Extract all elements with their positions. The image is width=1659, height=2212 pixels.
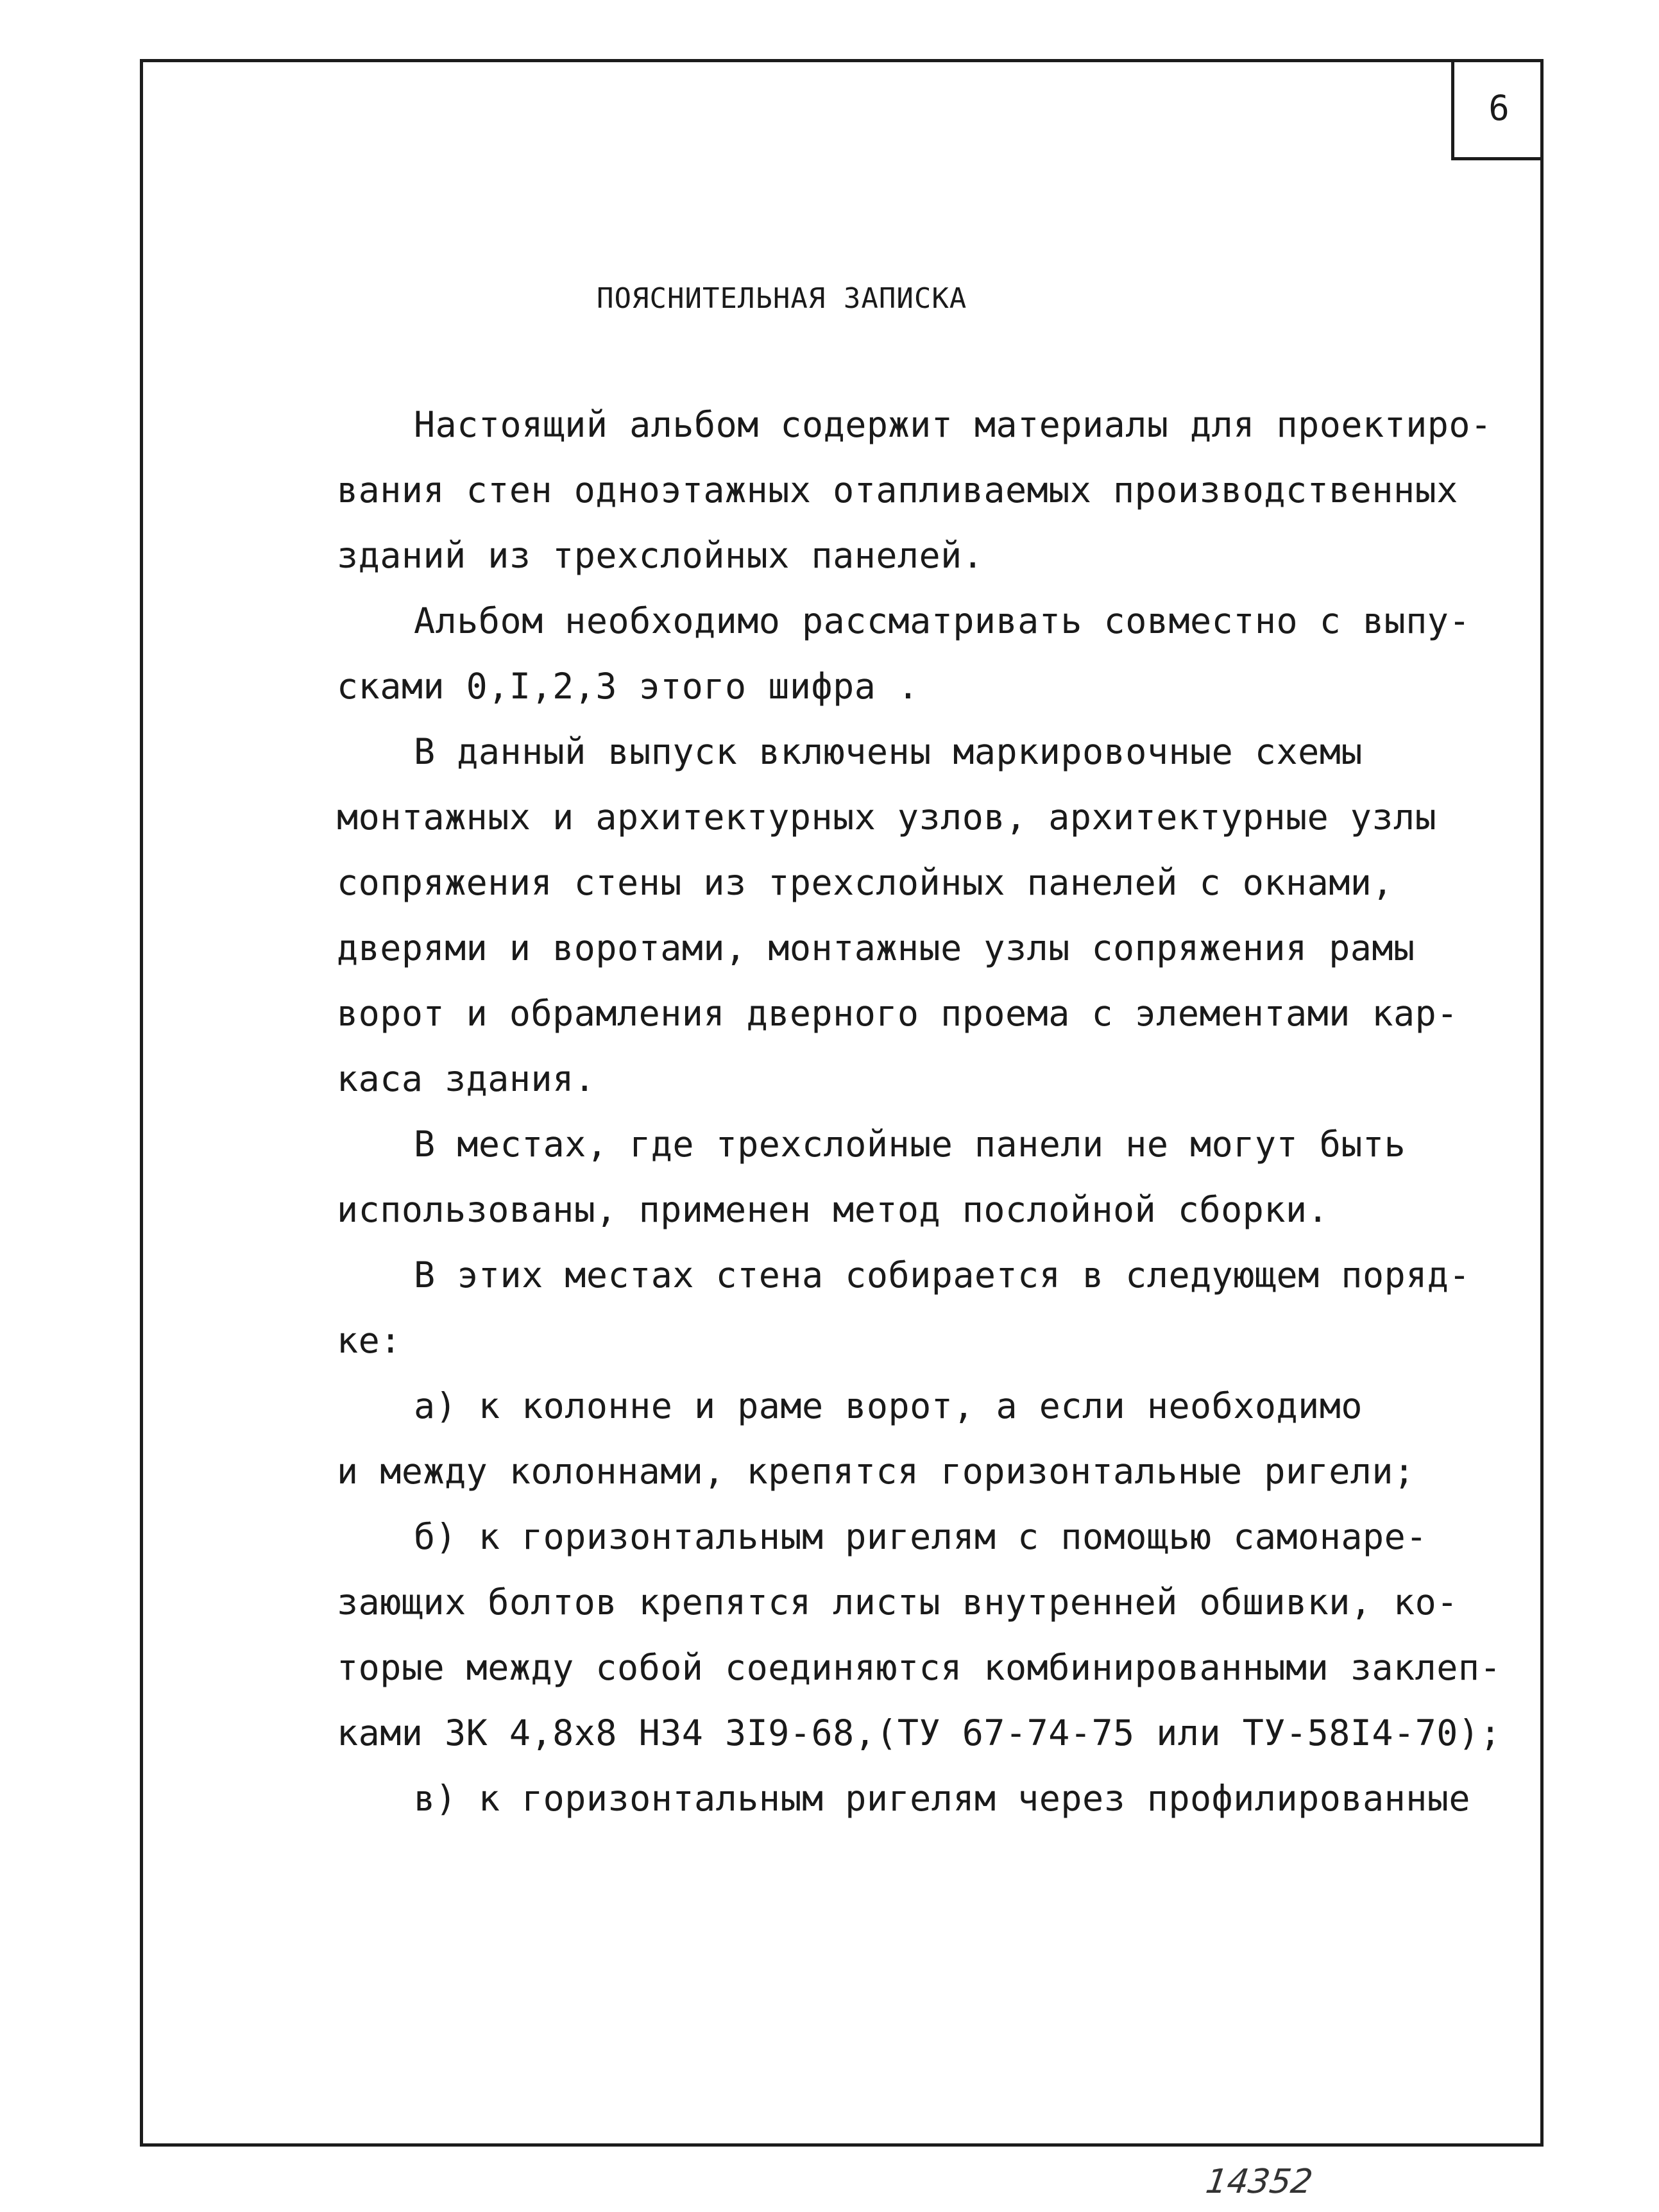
text-line: а) к колонне и раме ворот, а если необходимо <box>414 1385 1363 1426</box>
text-line: дверями и воротами, монтажные узлы сопряжения рамы <box>337 927 1415 968</box>
text-line: зающих болтов крепятся листы внутренней обшивки, ко- <box>337 1582 1458 1623</box>
text-line: и между колоннами, крепятся горизонтальные ригели; <box>337 1451 1415 1492</box>
text-line: сопряжения стены из трехслойных панелей с окнами, <box>337 862 1394 903</box>
text-line: использованы, применен метод послойной сборки. <box>337 1189 1329 1230</box>
text-line: ками ЗК 4,8х8 Н34 3I9-68,(ТУ 67-74-75 или ТУ-58I4-70); <box>337 1712 1502 1753</box>
text-line: В этих местах стена собирается в следующем поряд- <box>414 1254 1471 1296</box>
text-line: ке: <box>337 1320 402 1361</box>
text-line: монтажных и архитектурных узлов, архитектурные узлы <box>337 797 1437 838</box>
text-line: торые между собой соединяются комбинированными заклеп- <box>337 1647 1502 1688</box>
text-line: Настоящий альбом содержит материалы для проектиро- <box>414 404 1492 445</box>
page-number-box <box>1451 59 1544 160</box>
text-line: сками 0,I,2,3 этого шифра . <box>337 666 919 707</box>
text-line: В данный выпуск включены маркировочные схемы <box>414 731 1363 772</box>
text-line: В местах, где трехслойные панели не могут быть <box>414 1124 1406 1165</box>
handwritten-note: 14352 <box>1203 2163 1315 2201</box>
text-line: каса здания. <box>337 1058 596 1099</box>
text-line: в) к горизонтальным ригелям через профилированные <box>414 1778 1471 1819</box>
document-title: ПОЯСНИТЕЛЬНАЯ ЗАПИСКА <box>597 282 967 315</box>
text-line: Альбом необходимо рассматривать совместно с выпу- <box>414 600 1471 641</box>
text-line: ворот и обрамления дверного проема с элементами кар- <box>337 993 1458 1034</box>
page-number: 6 <box>1488 88 1510 128</box>
document-frame <box>140 59 1544 2147</box>
text-line: б) к горизонтальным ригелям с помощью самонаре- <box>414 1516 1427 1557</box>
text-line: вания стен одноэтажных отапливаемых производственных <box>337 469 1458 511</box>
text-line: зданий из трехслойных панелей. <box>337 535 984 576</box>
